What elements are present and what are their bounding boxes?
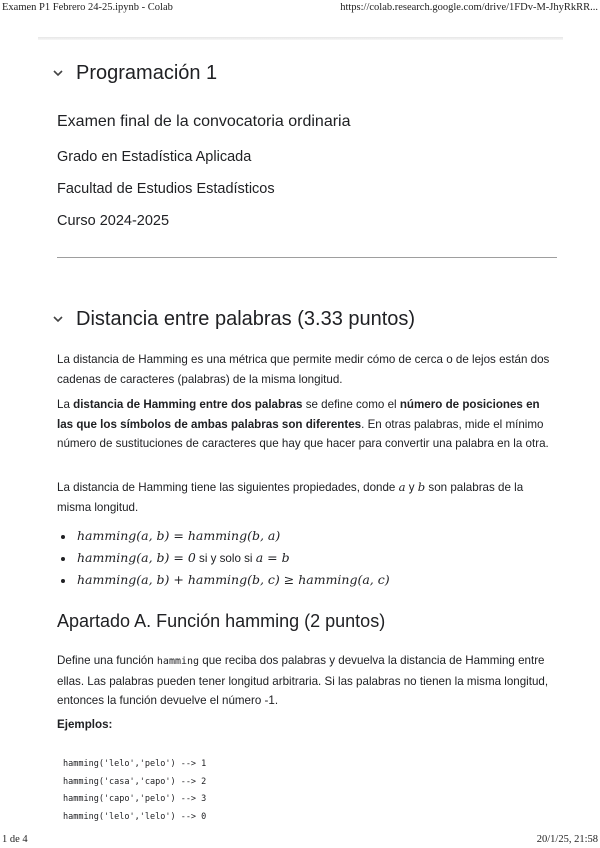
- math-var: a: [398, 480, 406, 494]
- code-line: hamming('casa','capo') --> 2: [63, 776, 207, 787]
- notebook-content: [0, 40, 600, 822]
- section-distancia-header[interactable]: [50, 308, 415, 331]
- list-item: • hamming(a, b) = 0 si y solo si a = b: [75, 547, 390, 569]
- section-title: Programación 1: [76, 62, 218, 84]
- page-number: 1 de 4: [2, 834, 28, 845]
- math-var: b: [417, 480, 426, 494]
- print-header-url: https://colab.research.google.com/drive/1FDv-M-JhyRkRR...: [340, 2, 598, 13]
- subsection-title: Apartado A. Función hamming (2 puntos): [57, 611, 386, 631]
- code-line: hamming('lelo','lelo') --> 0: [63, 811, 207, 822]
- inline-code: hamming: [156, 656, 200, 667]
- list-item: • hamming(a, b) = hamming(b, a): [75, 525, 390, 547]
- print-header: [0, 0, 600, 18]
- examples-label: Ejemplos:: [57, 718, 113, 731]
- code-line: hamming('capo','pelo') --> 3: [63, 794, 207, 804]
- code-line: hamming('lelo','pelo') --> 1: [63, 759, 207, 769]
- paragraph-properties: La distancia de Hamming tiene las siguientes propiedades, donde a y b son palabras de la misma longitud.: [57, 480, 524, 514]
- exam-title: Examen final de la convocatoria ordinaria: [57, 113, 351, 130]
- code-block: [63, 756, 206, 826]
- bold-text: distancia de Hamming entre dos palabras: [73, 398, 303, 411]
- bold-text: número de posiciones en las que los símbolos de ambas palabras son diferentes: [57, 398, 540, 431]
- course-line: Curso 2024-2025: [57, 213, 170, 229]
- list-item: • hamming(a, b) + hamming(b, c) ≥ hamming(a, c): [75, 569, 390, 591]
- properties-list: [57, 525, 390, 591]
- section-title: Distancia entre palabras (3.33 puntos): [76, 308, 416, 330]
- faculty-line: Facultad de Estudios Estadísticos: [57, 181, 275, 197]
- section-programacion-header[interactable]: [50, 62, 217, 85]
- paragraph-intro: La distancia de Hamming es una métrica que permite medir cómo de cerca o de lejos están dos cadenas de caracteres (palabras) de la misma longitud.: [57, 353, 550, 386]
- degree-line: Grado en Estadística Aplicada: [57, 149, 252, 165]
- chevron-down-icon[interactable]: [50, 66, 66, 82]
- print-footer: [0, 832, 600, 848]
- horizontal-rule: [57, 257, 557, 258]
- print-header-title: Examen P1 Febrero 24-25.ipynb - Colab: [2, 2, 173, 13]
- chevron-down-icon[interactable]: [50, 312, 66, 328]
- paragraph-definition: La distancia de Hamming entre dos palabras se define como el número de posiciones en las que los símbolos de ambas palabras son diferentes. En otras palabras, mide el mínimo número de sustituciones de caracteres que hay que hacer para convertir una palabra en la otra.: [57, 398, 549, 450]
- print-datetime: 20/1/25, 21:58: [536, 834, 598, 845]
- paragraph-task: Define una función hamming que reciba dos palabras y devuelva la distancia de Hamming entre ellas. Las palabras pueden tener longitud arbitraria. Si las palabras no tienen la misma longitud, entonces la función devuelve el número -1.: [57, 654, 549, 707]
